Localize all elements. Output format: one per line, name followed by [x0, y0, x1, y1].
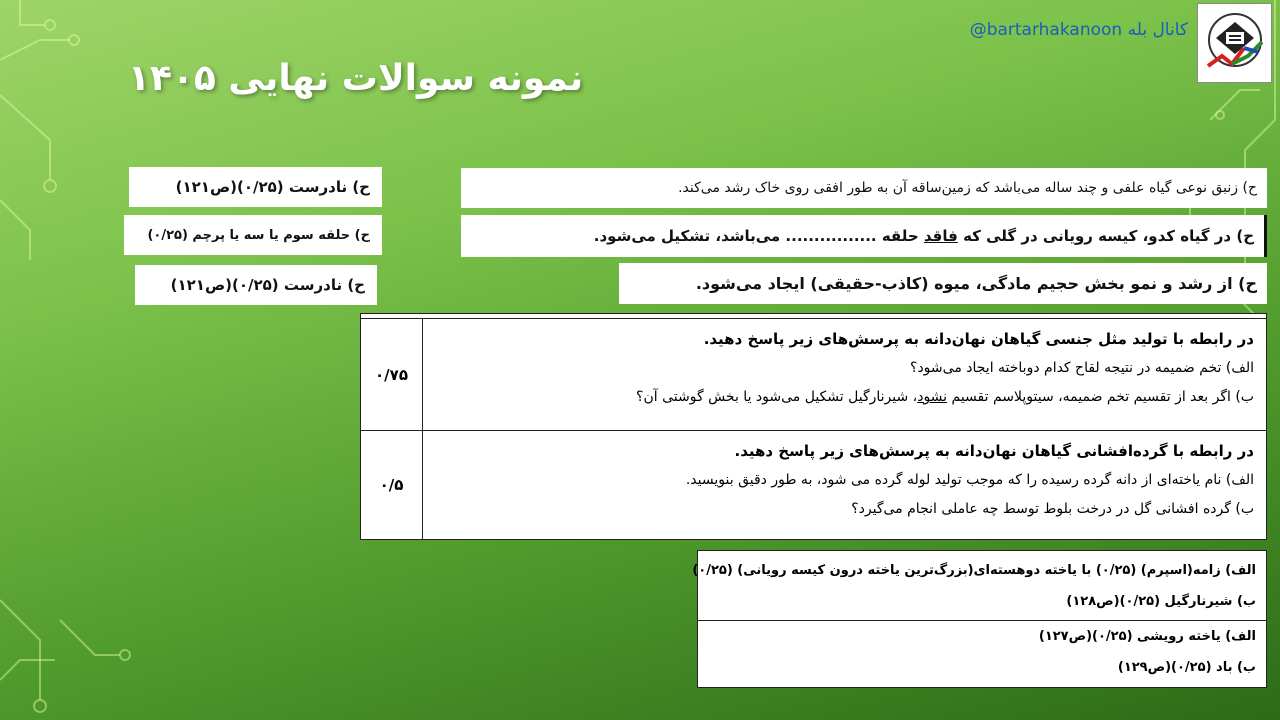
answer-line: الف) یاخته رویشی (۰/۲۵)(ص۱۲۷): [698, 620, 1266, 652]
question-text: [594, 227, 1254, 245]
underlined-word: نشود: [917, 389, 948, 405]
question-line: ب) گرده افشانی گل در درخت بلوط توسط چه عاملی انجام می‌گیرد؟: [851, 501, 1254, 517]
answer-line: ب) باد (۰/۲۵)(ص۱۲۹): [1117, 660, 1256, 675]
score-cell: ۰/۵: [361, 431, 423, 539]
question-text: ح) زنبق نوعی گیاه علفی و چند ساله می‌باشد که زمین‌ساقه آن به طور افقی روی خاک رشد می‌کند.: [678, 180, 1257, 196]
channel-logo: [1197, 3, 1272, 83]
underlined-word: فاقد: [923, 227, 958, 245]
question-strip: [619, 263, 1267, 304]
question-line: الف) تخم ضمیمه در نتیجه لقاح کدام دوباخته ایجاد می‌شود؟: [910, 360, 1254, 376]
answer-text: ح) نادرست (۰/۲۵)(ص۱۲۱): [175, 178, 370, 196]
answer-text: ح) حلقه سوم یا سه یا پرچم (۰/۲۵): [147, 227, 370, 243]
question-strip: [461, 168, 1267, 208]
answer-item: [135, 265, 377, 305]
question-cell: [423, 431, 1266, 539]
question-part: ح) در گیاه کدو، کیسه رویانی در گلی که: [957, 227, 1254, 245]
table-row: [361, 318, 1266, 431]
question-text: ح) از رشد و نمو بخش حجیم مادگی، میوه (کاذب-حقیقی) ایجاد می‌شود.: [695, 274, 1257, 293]
question-table: [360, 313, 1267, 540]
answer-line: ب) شیرنارگیل (۰/۲۵)(ص۱۲۸): [1066, 594, 1256, 609]
table-row: [361, 431, 1266, 539]
answer-item: [124, 215, 382, 255]
question-strip: [461, 215, 1267, 257]
question-part: حلقه ................ می‌باشد، تشکیل می‌شود.: [593, 227, 924, 245]
page-title: نمونه سوالات نهایی ۱۴۰۵: [128, 58, 584, 99]
answer-line: الف) زامه(اسپرم) (۰/۲۵) با یاخته دوهسته‌ای(بزرگ‌ترین یاخته درون کیسه رویانی) (۰/۲۵): [692, 563, 1256, 578]
answer-key-box: [692, 550, 1267, 688]
score-cell: ۰/۷۵: [361, 319, 423, 430]
question-cell: [423, 319, 1266, 430]
answer-text: ح) نادرست (۰/۲۵)(ص۱۲۱): [170, 276, 365, 294]
question-heading: در رابطه با گرده‌افشانی گیاهان نهان‌دانه به پرسش‌های زیر پاسخ دهید.: [734, 442, 1254, 460]
answer-item: [129, 167, 382, 207]
question-part: ب) اگر بعد از تقسیم تخم ضمیمه، سیتوپلاسم تقسیم: [947, 389, 1254, 405]
question-part: ، شیرنارگیل تشکیل می‌شود یا بخش گوشتی آن؟: [636, 389, 918, 405]
question-line: الف) نام یاخته‌ای از دانه گرده رسیده را که موجب تولید لوله گرده می شود، به طور دقیق بنویسید.: [685, 472, 1254, 488]
question-line: [433, 383, 1254, 412]
question-heading: در رابطه با تولید مثل جنسی گیاهان نهان‌دانه به پرسش‌های زیر پاسخ دهید.: [703, 330, 1254, 348]
channel-handle[interactable]: @bartarhakanoon کانال بله: [969, 20, 1188, 40]
